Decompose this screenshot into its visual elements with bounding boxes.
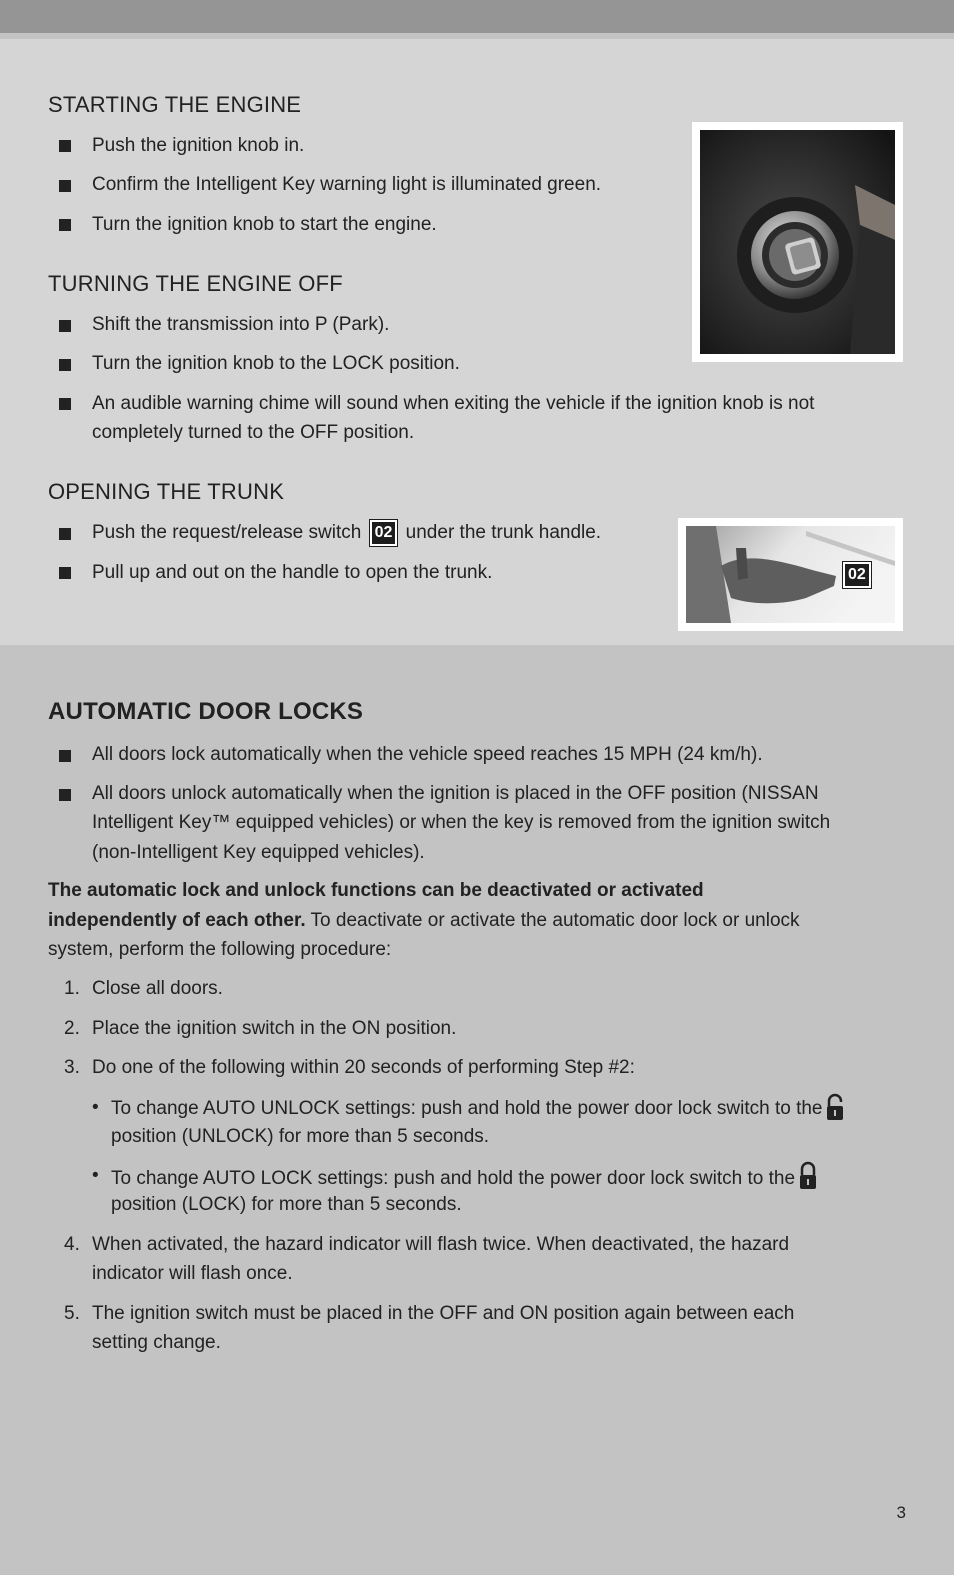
step-text: The ignition switch must be placed in the OFF and ON position again between each: [92, 1303, 795, 1324]
list-item: Confirm the Intelligent Key warning light is illuminated green.: [92, 174, 602, 195]
intro-paragraph: [48, 876, 898, 965]
bullet-icon: [59, 398, 71, 410]
list-item: All doors unlock automatically when the ignition is placed in the OFF position (NISSAN: [92, 783, 819, 804]
heading-door-locks: AUTOMATIC DOOR LOCKS: [48, 698, 364, 725]
bullet-icon: [59, 359, 71, 371]
paragraph-bold-line-1: The automatic lock and unlock functions can be deactivated or activated: [48, 880, 704, 901]
unlock-icon: [826, 1093, 844, 1121]
heading-engine-off: TURNING THE ENGINE OFF: [48, 271, 343, 296]
step-text: Do one of the following within 20 seconds of performing Step #2:: [92, 1057, 635, 1078]
sub-step-text: [111, 1161, 817, 1194]
step-number: 1.: [64, 978, 80, 999]
list-item: [92, 518, 601, 548]
sub-bullet: •: [92, 1165, 99, 1186]
list-item: Push the ignition knob in.: [92, 135, 305, 156]
list-item: Turn the ignition knob to the LOCK position.: [92, 353, 460, 374]
bullet-icon: [59, 180, 71, 192]
bullet-icon: [59, 320, 71, 332]
paragraph-text: To deactivate or activate the automatic door lock or unlock: [305, 909, 800, 931]
sub-step-line: To change AUTO LOCK settings: push and hold the power door lock switch to the: [111, 1168, 796, 1189]
ignition-knob-photo: [692, 122, 903, 362]
sub-step-line: position (UNLOCK) for more than 5 seconds.: [111, 1126, 490, 1147]
page-number: 3: [896, 1503, 906, 1522]
bullet-icon: [59, 219, 71, 231]
lock-icon: [799, 1161, 817, 1191]
step-text: Place the ignition switch in the ON position.: [92, 1018, 457, 1039]
heading-starting-engine: STARTING THE ENGINE: [48, 92, 302, 117]
step-number: 2.: [64, 1018, 80, 1039]
sub-step-line: To change AUTO UNLOCK settings: push and hold the power door lock switch to the: [111, 1098, 823, 1119]
list-item: Pull up and out on the handle to open the trunk.: [92, 562, 493, 583]
bullet-icon: [59, 140, 71, 152]
list-item-continued: Intelligent Key™ equipped vehicles) or when the key is removed from the ignition switch: [92, 812, 831, 833]
heading-opening-trunk: OPENING THE TRUNK: [48, 479, 285, 504]
bullet-icon: [59, 528, 71, 540]
callout-badge: 02: [370, 520, 398, 546]
step-number: 5.: [64, 1303, 80, 1324]
step-text-continued: setting change.: [92, 1332, 221, 1353]
sub-step-text: [111, 1093, 844, 1124]
paragraph-text: system, perform the following procedure:: [48, 939, 392, 960]
trunk-handle-photo: [678, 518, 903, 631]
step-number: 4.: [64, 1234, 80, 1255]
bullet-icon: [59, 789, 71, 801]
list-item: All doors lock automatically when the vehicle speed reaches 15 MPH (24 km/h).: [92, 744, 763, 765]
sub-bullet: •: [92, 1097, 99, 1118]
bullet-icon: [59, 750, 71, 762]
step-number: 3.: [64, 1057, 80, 1078]
list-item-continued: (non-Intelligent Key equipped vehicles).: [92, 842, 425, 863]
sub-step-line: position (LOCK) for more than 5 seconds.: [111, 1194, 462, 1215]
step-text: Close all doors.: [92, 978, 223, 999]
step-text-continued: indicator will flash once.: [92, 1263, 293, 1284]
trunk-item-text-pre: Push the request/release switch: [92, 522, 362, 543]
list-item: Turn the ignition knob to start the engine.: [92, 214, 437, 235]
step-text: When activated, the hazard indicator will flash twice. When deactivated, the hazard: [92, 1234, 790, 1255]
callout-badge: 02: [843, 562, 871, 588]
bullet-icon: [59, 567, 71, 579]
trunk-item-text-post: under the trunk handle.: [405, 522, 602, 543]
list-item-continued: completely turned to the OFF position.: [92, 422, 415, 443]
paragraph-bold-line-2: independently of each other.: [48, 909, 306, 931]
top-bar: [0, 0, 954, 33]
list-item: An audible warning chime will sound when exiting the vehicle if the ignition knob is not: [92, 393, 815, 414]
list-item: Shift the transmission into P (Park).: [92, 314, 390, 335]
